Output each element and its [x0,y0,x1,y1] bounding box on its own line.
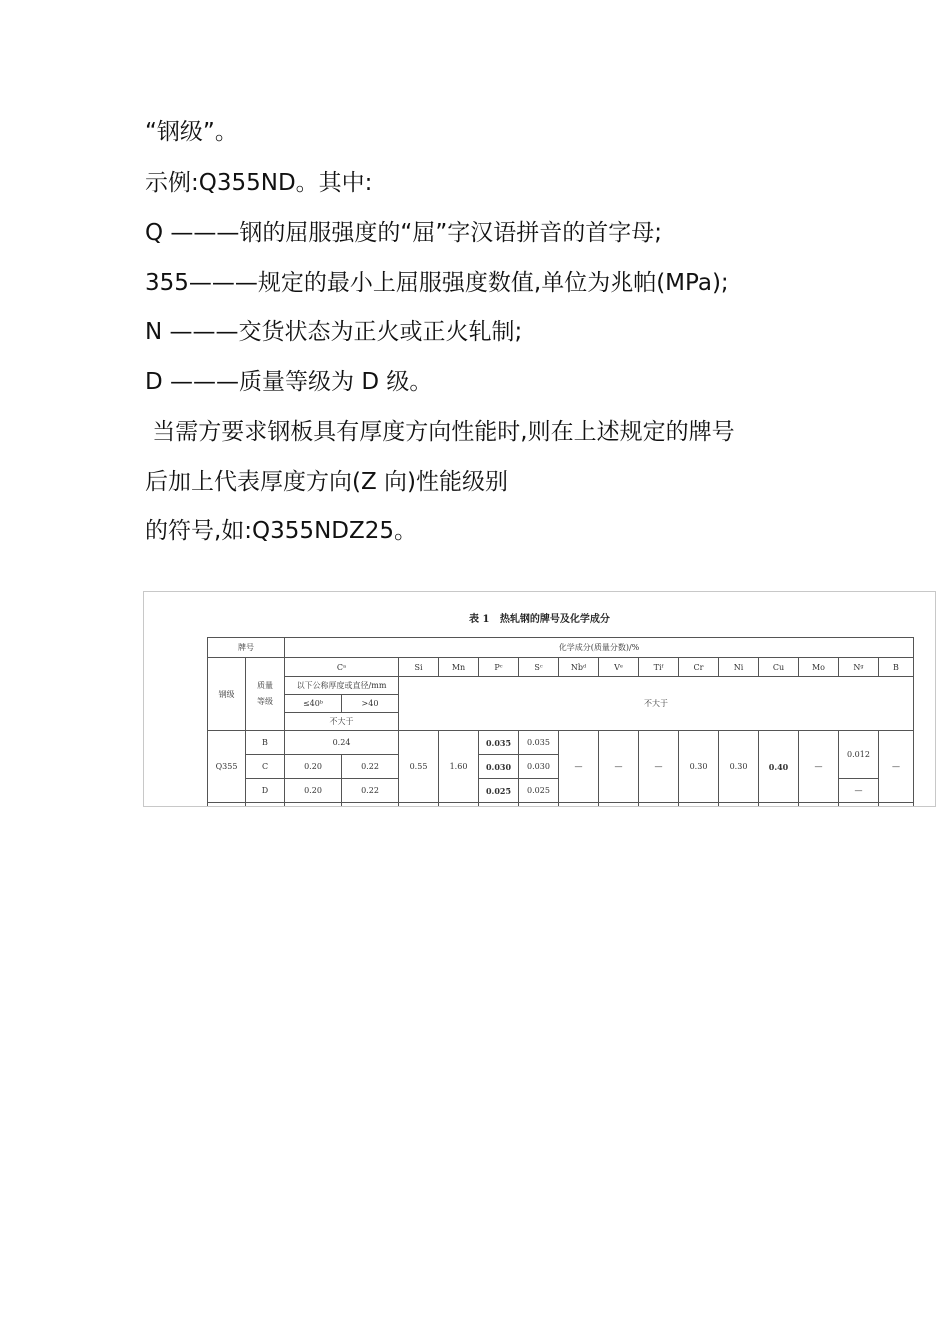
cell-mo: — [799,731,839,803]
paragraph-line-4: 355———规定的最小上屈服强度数值,单位为兆帕(MPa); [145,270,729,296]
header-element-mo: Mo [799,658,839,677]
table-row-cut [439,803,479,808]
cell-c-grade-c-le40: 0.20 [285,755,342,779]
cell-grade-d: D [246,779,285,803]
paragraph-line-7: 当需方要求钢板具有厚度方向性能时,则在上述规定的牌号 [145,419,735,445]
table-row-cut [799,803,839,808]
header-element-mn: Mn [439,658,479,677]
header-grade: 牌号 [208,638,285,658]
header-element-ni: Ni [719,658,759,677]
cell-n-grade-d: — [839,779,879,803]
paragraph-line-9: 的符号,如:Q355NDZ25。 [145,518,418,544]
cell-c-grade-d-gt40: 0.22 [342,779,399,803]
cell-s-grade-c: 0.030 [519,755,559,779]
header-element-p: Pᶜ [479,658,519,677]
paragraph-line-3: Q ———钢的屈服强度的“屈”字汉语拼音的首字母; [145,220,662,246]
header-not-more-than: 不大于 [399,677,914,731]
header-element-si: Si [399,658,439,677]
header-element-b: B [879,658,914,677]
table-row-cut [559,803,599,808]
table-row-cut [285,803,342,808]
cell-p-grade-c: 0.030 [479,755,519,779]
cell-mn: 1.60 [439,731,479,803]
table-row-cut [399,803,439,808]
header-element-cr: Cr [679,658,719,677]
cell-c-grade-b: 0.24 [285,731,399,755]
header-steel-level: 钢级 [208,658,246,731]
cell-p-grade-d: 0.025 [479,779,519,803]
header-thickness: 以下公称厚度或直径/mm [285,677,399,695]
table-row-cut [719,803,759,808]
paragraph-line-1: “钢级”。 [145,119,238,145]
cell-s-grade-b: 0.035 [519,731,559,755]
header-element-v: Vᵉ [599,658,639,677]
header-thickness-le40: ≤40ᵇ [285,695,342,713]
cell-nb: — [559,731,599,803]
table-caption: 表 1 热轧钢的牌号及化学成分 [469,614,610,625]
paragraph-line-5: N ———交货状态为正火或正火轧制; [145,319,523,345]
header-chemical-composition: 化学成分(质量分数)/% [285,638,914,658]
table-row-cut [639,803,679,808]
header-element-s: Sᶜ [519,658,559,677]
cell-n-grade-bc: 0.012 [839,731,879,779]
table-row-cut [599,803,639,808]
cell-v: — [599,731,639,803]
header-element-nb: Nbᵈ [559,658,599,677]
header-thickness-gt40: >40 [342,695,399,713]
header-quality-grade: 质量等级 [246,658,285,731]
table-image [143,591,936,807]
cell-p-grade-b: 0.035 [479,731,519,755]
cell-s-grade-d: 0.025 [519,779,559,803]
header-element-cu: Cu [759,658,799,677]
cell-b: — [879,731,914,803]
table-row-cut [879,803,914,808]
cell-c-grade-c-gt40: 0.22 [342,755,399,779]
paragraph-line-6: D ———质量等级为 D 级。 [145,369,433,395]
table-row-cut [246,803,285,808]
table-row-cut [479,803,519,808]
cell-steel-q355: Q355 [208,731,246,803]
cell-ti: — [639,731,679,803]
chemical-composition-table [207,637,914,807]
header-element-c: Cᵃ [285,658,399,677]
table-row-cut [839,803,879,808]
cell-grade-b: B [246,731,285,755]
header-element-n: Nᵍ [839,658,879,677]
cell-c-grade-d-le40: 0.20 [285,779,342,803]
table-row-cut [759,803,799,808]
cell-grade-c: C [246,755,285,779]
cell-ni: 0.30 [719,731,759,803]
cell-cu: 0.40 [759,731,799,803]
table-row-cut [519,803,559,808]
paragraph-line-8: 后加上代表厚度方向(Z 向)性能级别 [145,469,509,495]
header-c-not-more-than: 不大于 [285,713,399,731]
cell-si: 0.55 [399,731,439,803]
table-row-cut [342,803,399,808]
paragraph-line-2: 示例:Q355ND。其中: [145,170,373,196]
table-row-cut [679,803,719,808]
header-element-ti: Tiᶠ [639,658,679,677]
table-row-cut [208,803,246,808]
cell-cr: 0.30 [679,731,719,803]
